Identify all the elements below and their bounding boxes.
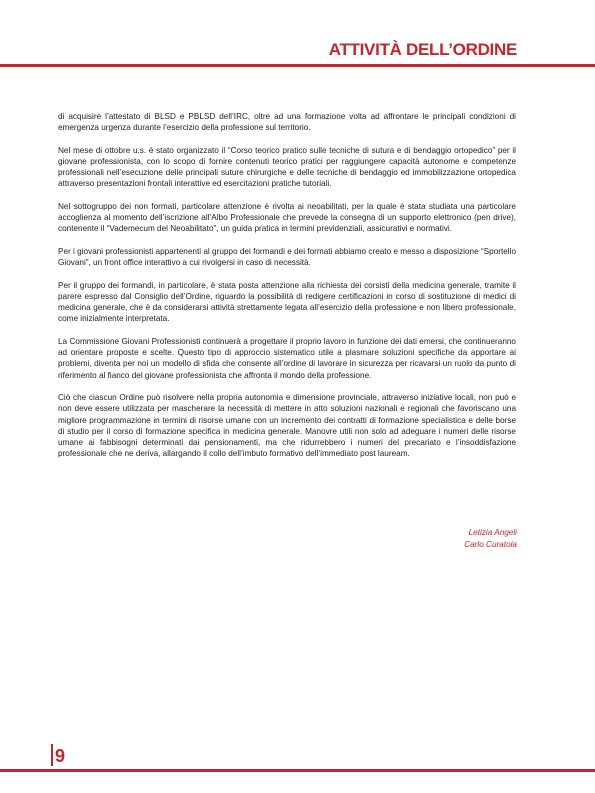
- author-name: Letizia Angeli: [468, 528, 517, 537]
- author-name: Carlo Curatola: [464, 539, 517, 549]
- author-signatures: [464, 527, 517, 550]
- page-number: 9: [55, 746, 66, 766]
- paragraph-5: Per il gruppo dei formandi, in particolare, è stata posta attenzione alla richiesta dei corsisti della medicina generale, tramite il parere espresso dal Consiglio dell’Ordine, riguardo la possibilità di redigere certificazioni in corso di sostituzione di medici di medicina generale, che è da considerarsi attività strettamente legata all’esercizio della professione e non libero professionale, come inizialmente interpretata.: [58, 280, 516, 324]
- section-header-title: ATTIVITÀ DELL’ORDINE: [328, 40, 517, 59]
- paragraph-2: Nel mese di ottobre u.s. è stato organizzato il “Corso teorico pratico sulle tecniche di sutura e di bendaggio ortopedico” per il giovane professionista, con lo scopo di fornire contenuti teorico pratici per raggiungere capacità autonome e competenze professionali nell’esecuzione delle principali suture chirurgiche e delle tecniche di bendaggio ed immobilizzazione ortopedica attraverso presentazioni frontali interattive ed esercitazioni pratiche tutoriali.: [58, 145, 516, 189]
- paragraph-3: Nel sottogruppo dei non formati, particolare attenzione è rivolta ai neoabilitati, per la quale è stata studiata una particolare accoglienza al momento dell’iscrizione all’Albo Professionale che prevede la consegna di un supporto elettronico (pen drive), contenente il “Vademecum del Neoabilitato”, un guida pratica in termini previdenziali, assicurativi e normativi.: [58, 202, 516, 234]
- article-body: [58, 111, 516, 471]
- paragraph-6: La Commissione Giovani Professionisti continuerà a progettare il proprio lavoro in funzione dei dati emersi, che continueranno ad orientare proposte e scelte. Questo tipo di approccio sistematico utile a plasmare soluzioni specifiche da apportare ai problemi, diventa per noi un modello di sfida che consente all’ordine di lavorare in sicurezza per ricavarsi un ruolo da punto di riferimento al fianco del giovane professionista che affronta il mondo della professione.: [58, 337, 516, 380]
- paragraph-7: Ciò che ciascun Ordine può risolvere nella propria autonomia e dimensione provinciale, attraverso iniziative locali, non può e non deve essere utilizzata per mascherare la necessità di mettere in atto soluzioni nazionali e regionali che favoriscano una migliore programmazione in termini di risorse umane con un incremento dei contratti di formazione specialistica e delle borse di studio per il corso di formazione specifica in medicina generale. Manovre utili non solo ad adeguare i numeri delle risorse umane ai fabbisogni determinati dai pensionamenti, ma che ridurrebbero i numeri del precariato e l’insoddisfazione professionale che ne deriva, allargando il collo dell’imbuto formativo dell’immediato post lauream.: [58, 393, 516, 459]
- paragraph-4: Per i giovani professionisti appartenenti al gruppo dei formandi e dei formati abbiamo creato e messo a disposizione “Sportello Giovani”, un front office interattivo a cui rivolgersi in caso di necessità.: [58, 247, 516, 268]
- header-divider: [0, 64, 595, 67]
- paragraph-1: di acquisire l’attestato di BLSD e PBLSD dell’IRC, oltre ad una formazione volta ad affrontare le principali condizioni di emergenza urgenza durante l’esercizio della professione sul territorio.: [58, 112, 516, 133]
- footer-divider: [0, 769, 595, 772]
- page-number-marker: [51, 744, 53, 766]
